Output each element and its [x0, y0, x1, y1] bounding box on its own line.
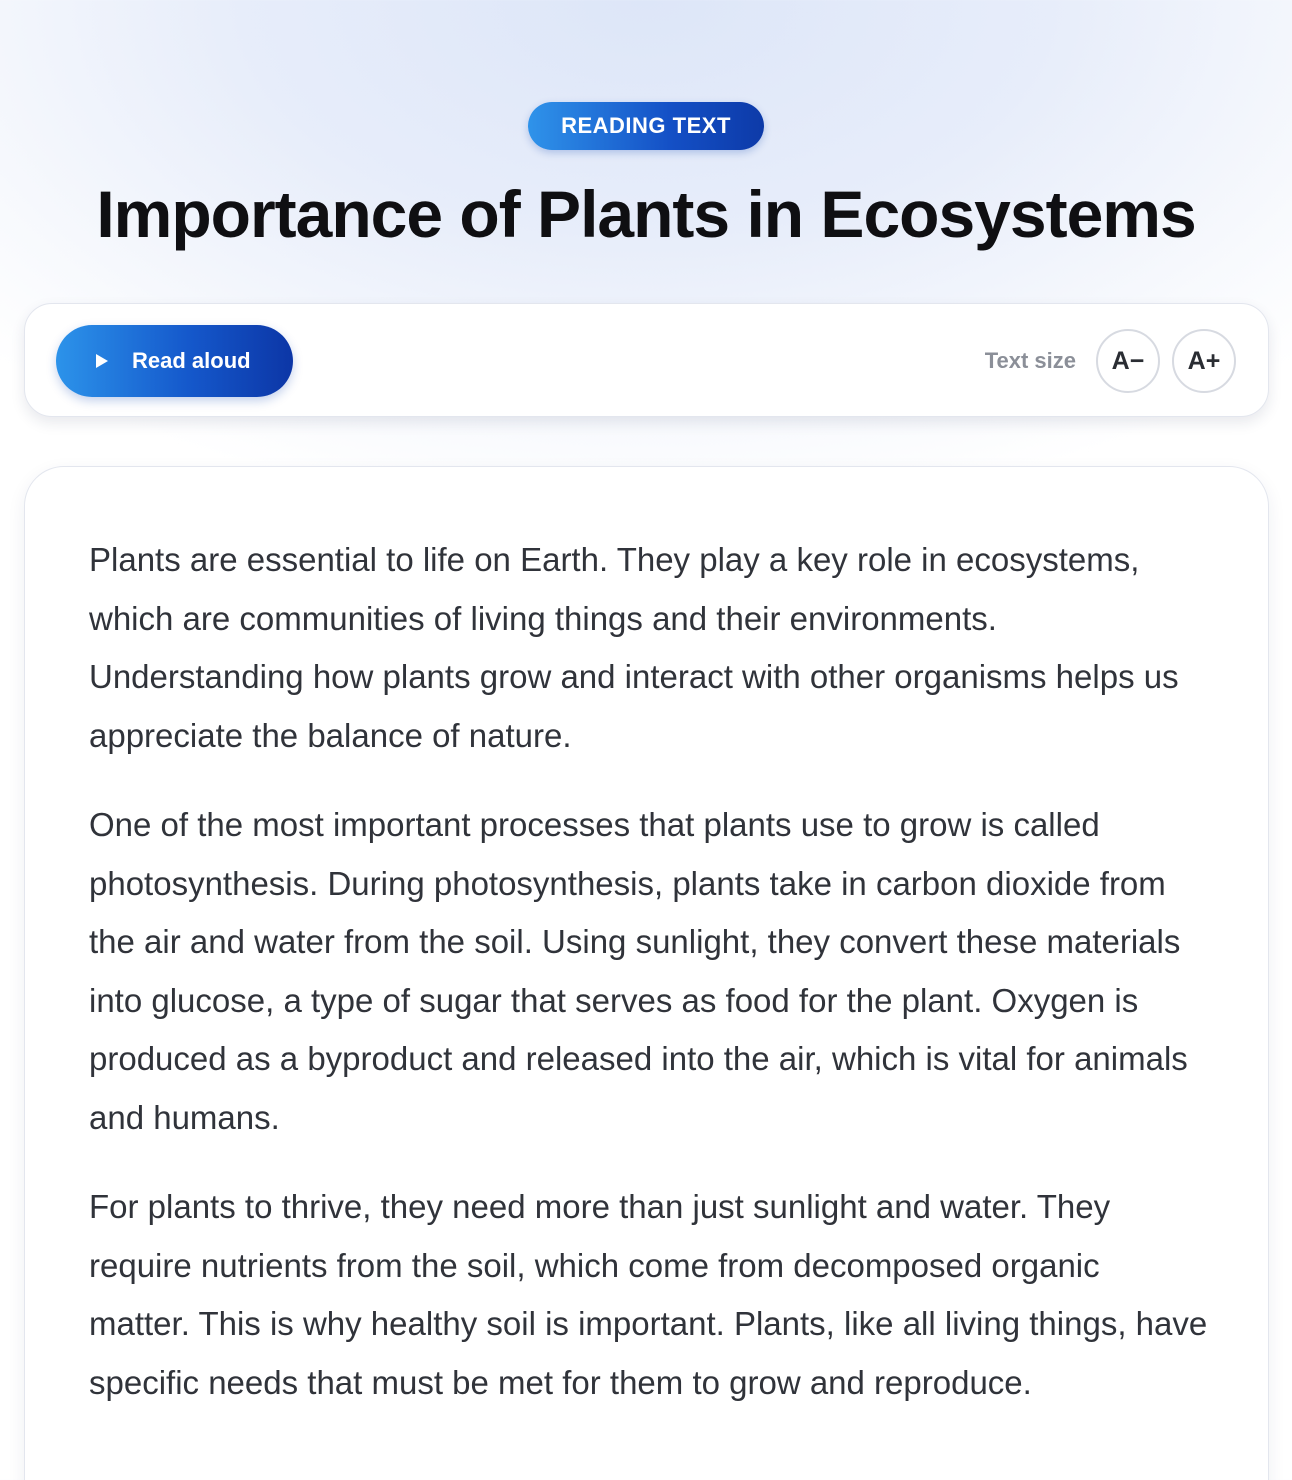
reading-text-badge: READING TEXT	[528, 102, 764, 150]
read-aloud-button[interactable]	[56, 325, 293, 397]
reading-toolbar	[24, 303, 1269, 417]
increase-text-size-button[interactable]: A+	[1172, 329, 1236, 393]
read-aloud-label: Read aloud	[132, 348, 251, 373]
page-title: Importance of Plants in Ecosystems	[96, 177, 1196, 251]
article-paragraph: One of the most important processes that plants use to grow is called photosynthesis. During photosynthesis, plants take in carbon dioxide from the air and water from the soil. Using sunlight, they convert these materials into glucose, a type of sugar that serves as food for the plant. Oxygen is produced as a byproduct and released into the air, which is vital for animals and humans.	[89, 806, 1188, 1136]
article-paragraph: For plants to thrive, they need more than just sunlight and water. They require nutrients from the soil, which come from decomposed organic matter. This is why healthy soil is important. Plants, like all living things, have specific needs that must be met for them to grow and reproduce.	[89, 1188, 1208, 1401]
article-card	[24, 466, 1269, 1480]
decrease-text-size-button[interactable]: A−	[1096, 329, 1160, 393]
article-paragraph: Plants are essential to life on Earth. They play a key role in ecosystems, which are communities of living things and their environments. Understanding how plants grow and interact with other organisms helps us appreciate the balance of nature.	[89, 541, 1179, 754]
text-size-label: Text size	[984, 348, 1076, 373]
play-icon	[96, 354, 108, 368]
